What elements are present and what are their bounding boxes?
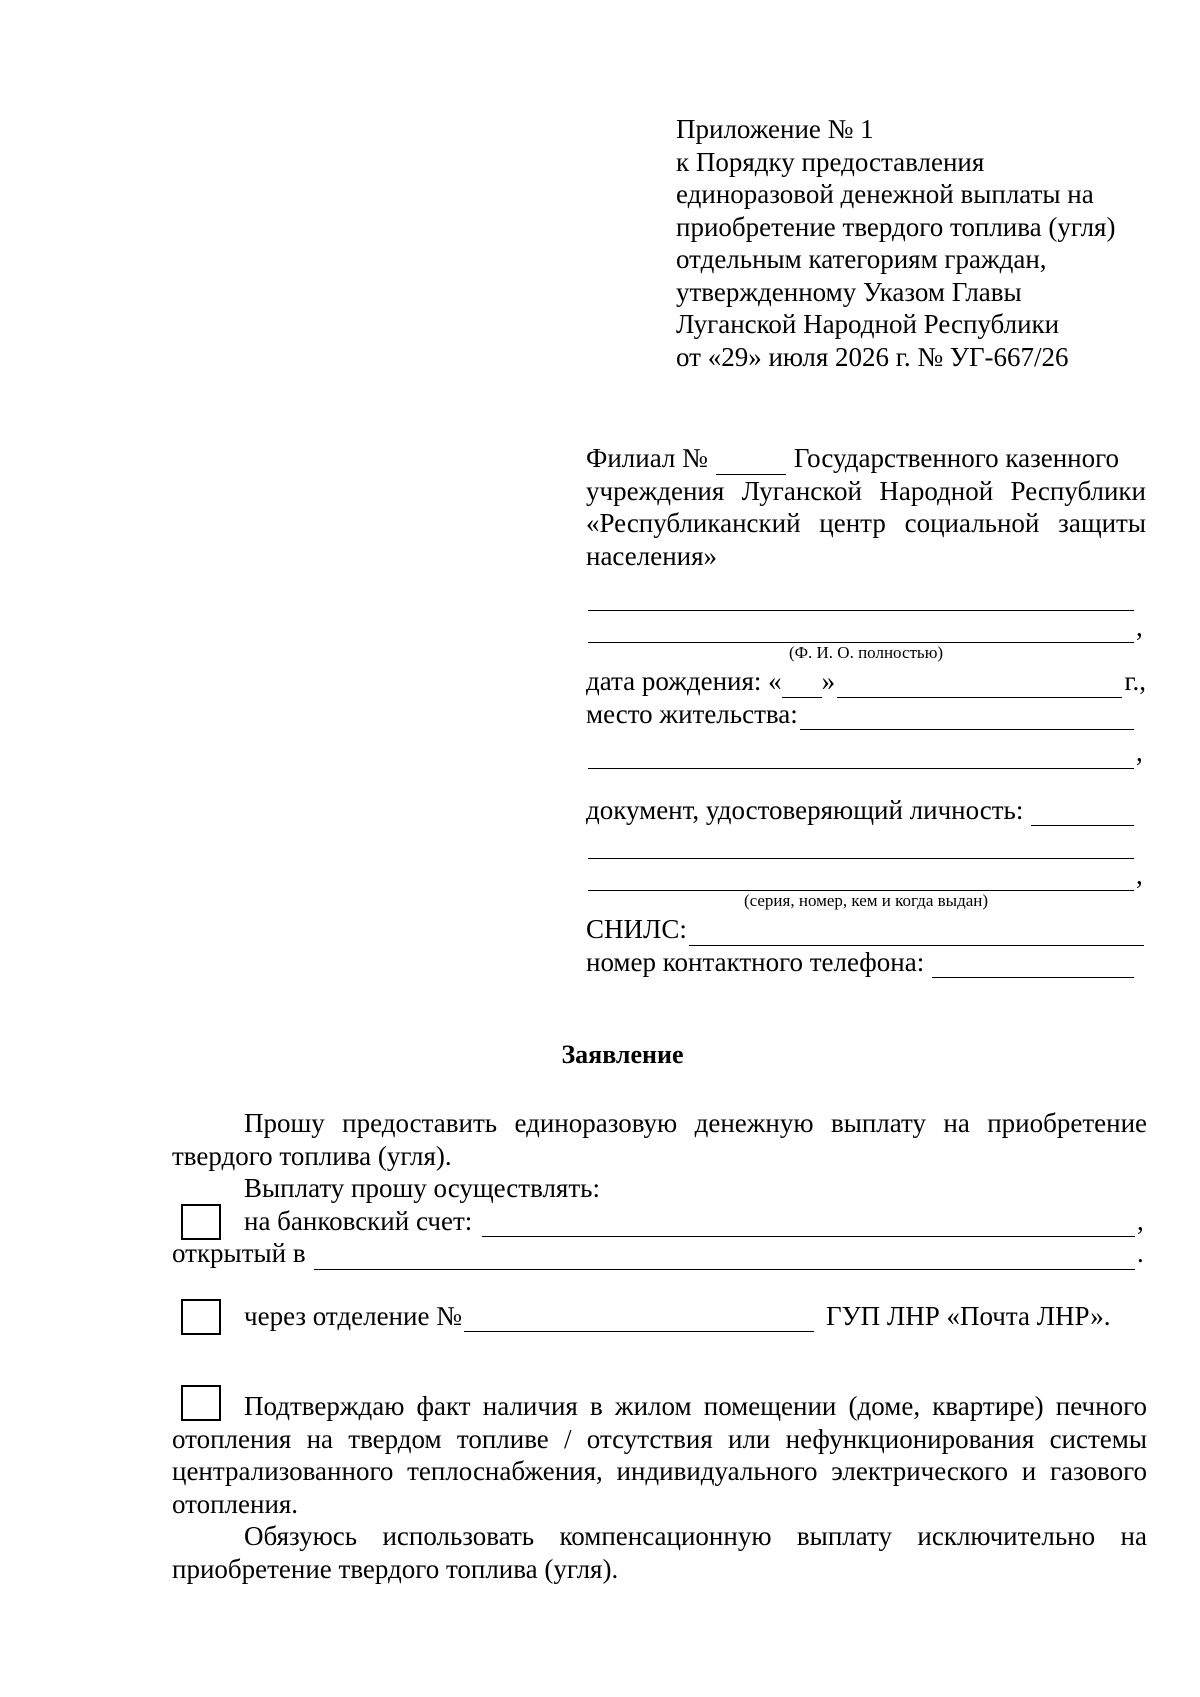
id-doc-line-3	[586, 859, 1146, 892]
bank-opened-line	[172, 1237, 1147, 1270]
appendix-line: приобретение твердого топлива (угля)	[676, 211, 1116, 242]
post-office-suffix: ГУП ЛНР «Почта ЛНР».	[825, 1300, 1111, 1331]
birth-quote: »	[821, 666, 836, 696]
id-doc-line-2	[586, 826, 1146, 859]
fio-field[interactable]	[588, 586, 1134, 611]
id-doc-field[interactable]	[588, 866, 1134, 891]
comma: ,	[1136, 859, 1143, 890]
branch-line	[586, 507, 1146, 540]
branch-prefix: Филиал №	[586, 443, 708, 473]
residence-line-2	[586, 736, 1146, 769]
branch-text: Государственного казенного	[793, 443, 1120, 473]
branch-number-field[interactable]	[716, 450, 786, 475]
birth-day-field[interactable]	[782, 673, 822, 698]
phone-line	[586, 946, 1146, 979]
snils-label: СНИЛС:	[586, 914, 687, 944]
birth-suffix: г.,	[1124, 666, 1146, 696]
id-doc-caption: (серия, номер, кем и когда выдан)	[743, 891, 989, 910]
payment-intro-text: Выплату прошу осуществлять:	[244, 1173, 600, 1203]
recipient-block	[586, 442, 1146, 978]
period: .	[1137, 1238, 1144, 1268]
appendix-line: утвержденному Указом Главы	[676, 276, 1022, 307]
appendix-line: Луганской Народной Республики	[676, 309, 1060, 339]
id-doc-field[interactable]	[1031, 801, 1134, 826]
branch-line	[586, 442, 1146, 475]
post-office-line	[172, 1300, 1147, 1333]
appendix-line: отдельным категориям граждан,	[676, 244, 1047, 274]
birth-month-year-field[interactable]	[837, 673, 1122, 698]
confirm-paragraph: Подтверждаю факт наличия в жилом помещении (доме, квартире) печного отопления на твердом топливе / отсутствия или нефункционирования системы централизованного теплоснабжения, индивидуального электрического и газового отопления.	[172, 1391, 1147, 1519]
comma: ,	[1136, 611, 1143, 642]
branch-line	[586, 475, 1146, 508]
branch-line	[586, 540, 1146, 573]
birth-date-label: дата рождения: «	[586, 666, 782, 696]
payment-intro	[172, 1172, 1147, 1205]
phone-label: номер контактного телефона:	[586, 946, 925, 977]
fio-line-2	[586, 611, 1146, 644]
branch-text: населения»	[586, 540, 718, 571]
id-doc-label: документ, удостоверяющий личность:	[586, 794, 1024, 825]
appendix-block	[676, 113, 1156, 373]
statement-body	[172, 1107, 1147, 1585]
bank-account-label: на банковский счет:	[244, 1205, 473, 1236]
comma: ,	[1137, 1205, 1144, 1236]
id-doc-line	[586, 794, 1146, 827]
obligation-paragraph: Обязуюсь использовать компенсационную выплату исключительно на приобретение твердого топлива (угля).	[172, 1521, 1147, 1584]
post-office-number-field[interactable]	[464, 1307, 814, 1332]
appendix-line: единоразовой денежной выплаты на	[676, 179, 1094, 209]
post-office-label: через отделение №	[244, 1300, 462, 1331]
appendix-line: Приложение № 1	[676, 114, 874, 144]
residence-field[interactable]	[800, 705, 1134, 730]
id-doc-field[interactable]	[588, 834, 1134, 859]
branch-text: учреждения Луганской Народной Республики	[586, 475, 1146, 506]
fio-line-1	[586, 578, 1146, 611]
bank-account-field[interactable]	[482, 1212, 1135, 1237]
bank-name-field[interactable]	[314, 1245, 1135, 1270]
snils-field[interactable]	[689, 921, 1144, 946]
bank-opened-label: открытый в	[172, 1238, 306, 1268]
snils-line	[586, 913, 1146, 946]
phone-field[interactable]	[932, 953, 1134, 978]
appendix-line: к Порядку предоставления	[676, 146, 985, 177]
appendix-line: от «29» июля 2026 г. № УГ-667/26	[676, 341, 1069, 372]
bank-account-line	[172, 1205, 1147, 1238]
branch-text: «Республиканский центр социальной защиты	[586, 508, 1146, 538]
request-paragraph: Прошу предоставить единоразовую денежную выплату на приобретение твердого топлива (угля).	[172, 1108, 1147, 1171]
residence-field[interactable]	[588, 744, 1134, 769]
fio-field[interactable]	[588, 618, 1134, 643]
residence-label: место жительства:	[586, 698, 798, 729]
residence-line	[586, 698, 1146, 731]
fio-caption: (Ф. И. О. полностью)	[788, 643, 944, 662]
comma: ,	[1136, 737, 1143, 767]
birth-date-line	[586, 665, 1146, 698]
statement-title: Заявление	[561, 1040, 684, 1069]
